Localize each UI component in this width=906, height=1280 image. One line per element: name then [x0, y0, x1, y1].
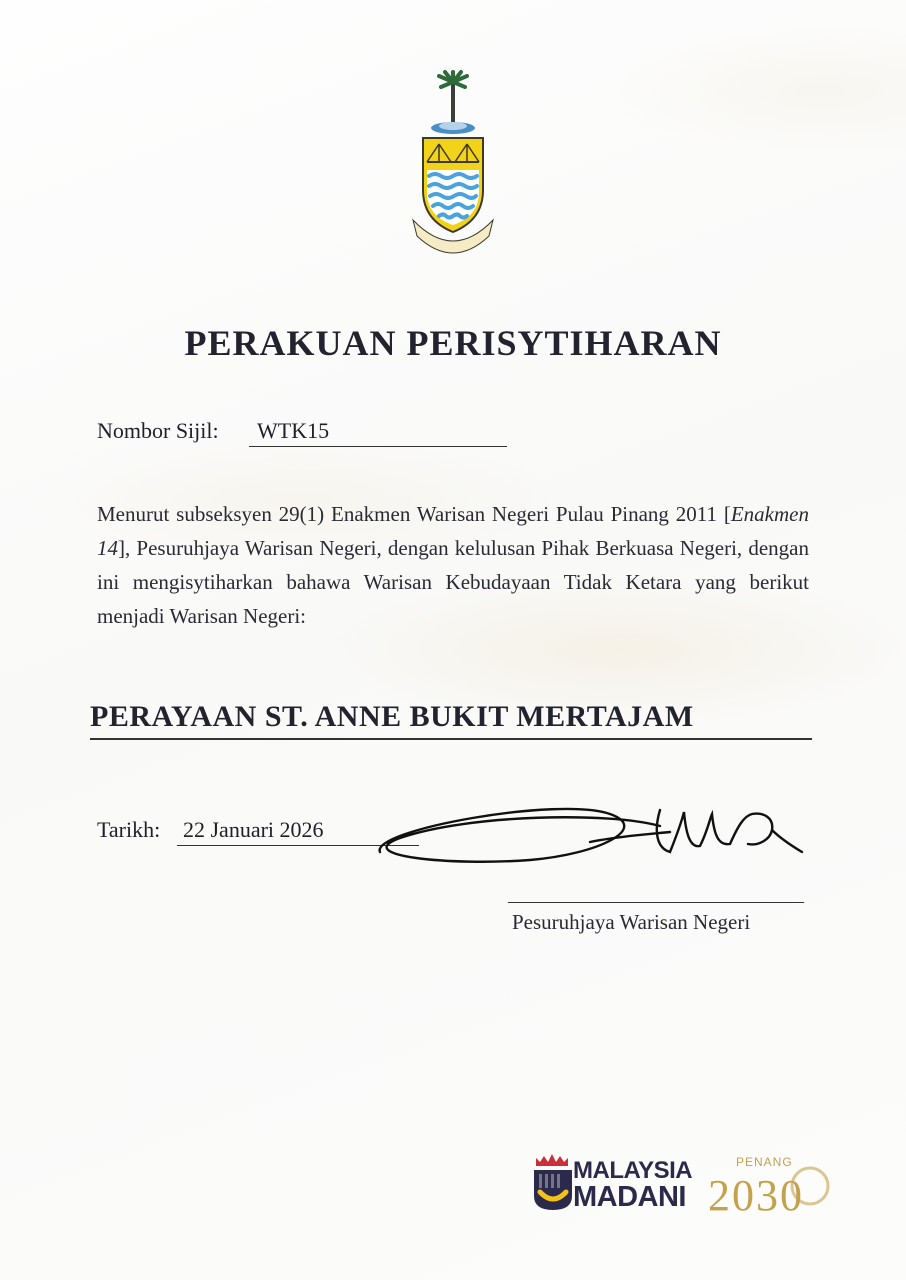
madani-line1: MALAYSIA — [573, 1157, 693, 1184]
document-title: PERAKUAN PERISYTIHARAN — [184, 323, 722, 363]
penang-2030-logo — [700, 1150, 842, 1220]
penang-2030-word: PENANG — [736, 1155, 793, 1169]
signature-line — [508, 902, 804, 903]
certificate-number-value: WTK15 — [249, 418, 507, 447]
declaration-text-part2: ], Pesuruhjaya Warisan Negeri, dengan kelulusan Pihak Berkuasa Negeri, dengan ini mengisytiharkan bahawa Warisan Kebudayaan Tidak Ketara yang berikut menjadi Warisan Negeri: — [97, 536, 809, 628]
penang-crest-emblem — [405, 70, 501, 260]
malaysia-madani-logo-icon — [530, 1152, 576, 1214]
certificate-number-label: Nombor Sijil: — [97, 418, 219, 443]
date-value: 22 Januari 2026 — [177, 817, 419, 846]
date-label: Tarikh: — [97, 817, 161, 842]
heritage-item-name: PERAYAAN ST. ANNE BUKIT MERTAJAM — [90, 700, 812, 740]
declaration-paragraph — [97, 497, 809, 633]
certificate-number-row — [97, 418, 330, 444]
commissioner-signature — [360, 790, 830, 890]
signatory-title: Pesuruhjaya Warisan Negeri — [512, 910, 751, 934]
penang-2030-year: 2030 — [708, 1171, 804, 1220]
malaysia-madani-wordmark — [573, 1157, 693, 1213]
enactment-reference: Enakmen 14 — [97, 502, 809, 560]
madani-line2: MADANI — [573, 1181, 686, 1213]
date-row — [97, 817, 324, 843]
declaration-text-part1: Menurut subseksyen 29(1) Enakmen Warisan Negeri Pulau Pinang 2011 [ — [97, 502, 731, 526]
